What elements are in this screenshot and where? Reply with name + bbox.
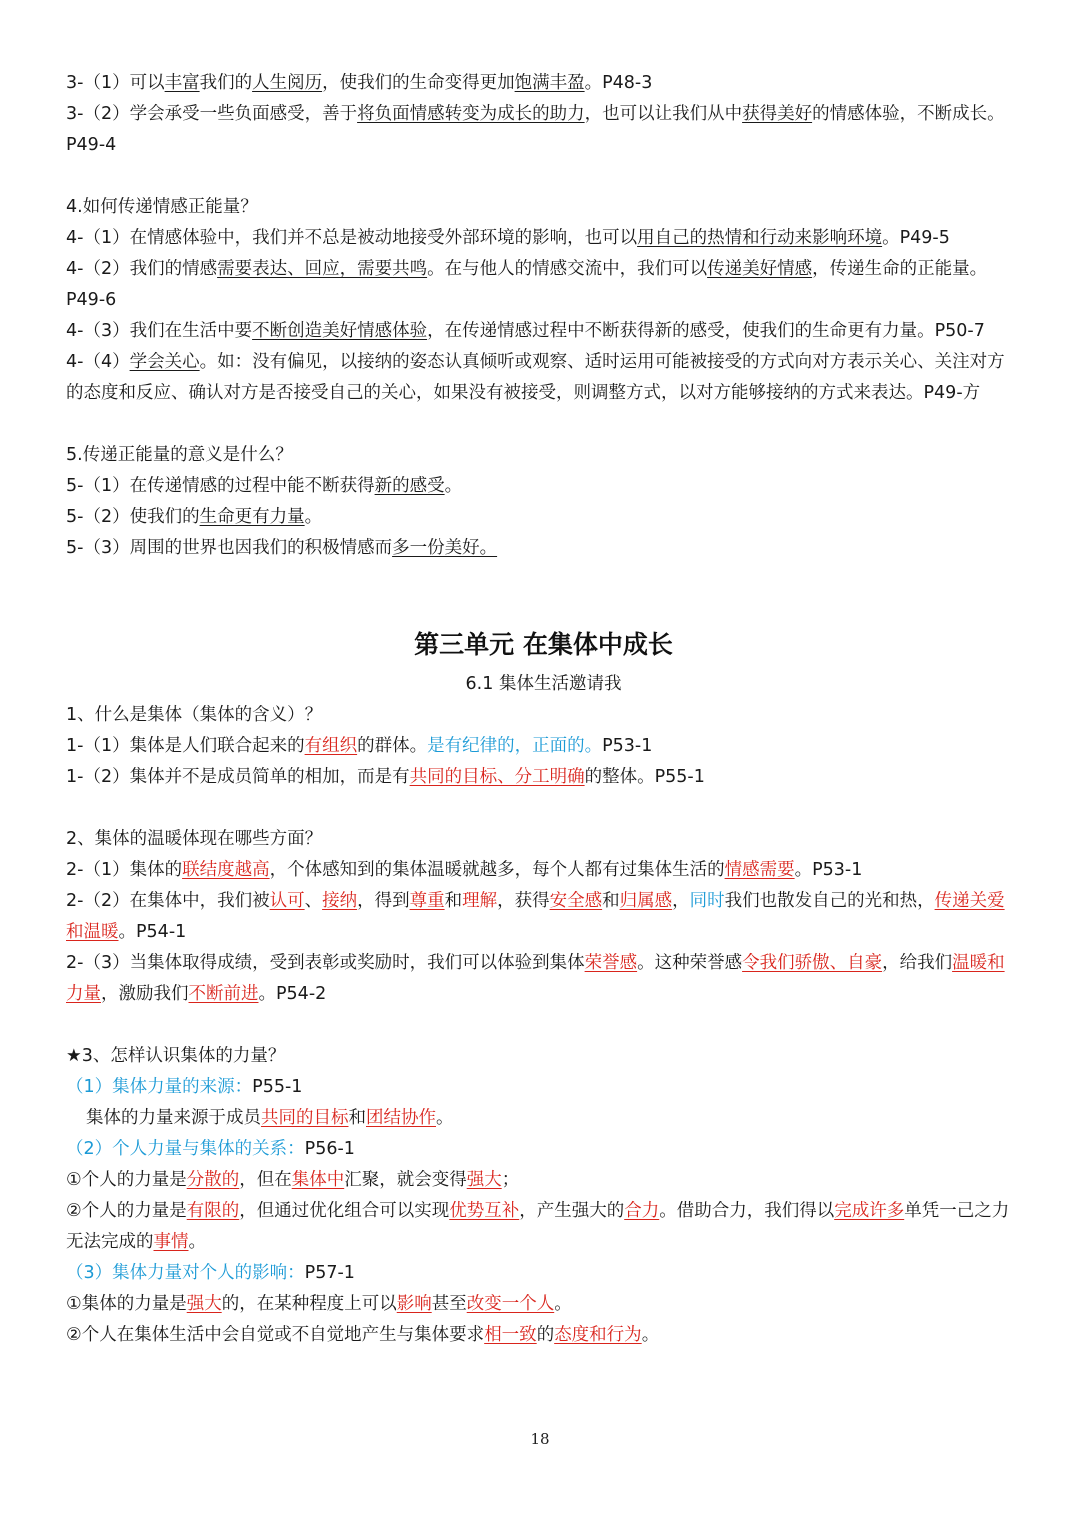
page-content [66,68,1021,1351]
text: 的，在某种程度上可以 [221,1294,397,1314]
text-line [66,1320,1021,1351]
text: 。P48-3 [584,73,653,93]
text: 和 [602,891,620,911]
underlined-term: 学会关心 [129,352,200,372]
text: 。在与他人的情感交流中，我们可以 [427,259,708,279]
red-term: 改变一个人 [466,1294,555,1314]
text-line [66,1103,1021,1134]
text: ②个人的力量是 [66,1201,187,1221]
underlined-term: 人生阅历 [252,73,323,93]
text-line [66,223,1021,254]
text-line [66,855,1021,886]
lesson-title: 6.1 集体生活邀请我 [465,674,622,694]
text: ，也可以让我们从中 [584,104,743,124]
red-term: 联结度越高 [182,860,270,880]
page-number: 18 [530,1430,550,1448]
red-term: 归属感 [619,891,673,911]
spacer [66,161,1021,192]
text: ，在传递情感过程中不断获得新的感受，使我们的生命更有力量。P50-7 [427,321,985,341]
text: 2-（3）当集体取得成绩，受到表彰或奖励时，我们可以体验到集体 [66,953,585,973]
blue-heading: （3）集体力量对个人的影响： [66,1263,305,1283]
text-line [66,502,1021,533]
question-heading: 1、什么是集体（集体的含义）？ [66,705,323,725]
text: 3-（2）学会承受一些负面感受，善于 [66,104,358,124]
red-term: 安全感 [549,891,603,911]
text: 甚至 [431,1294,467,1314]
text: ， [672,891,690,911]
red-term: 优势互补 [449,1201,520,1221]
text: 4-（2）我们的情感 [66,259,218,279]
underlined-term: 将负面情感转变为成长的助力 [357,104,585,124]
underlined-term: 丰富 [164,73,200,93]
text: ，个体感知到的集体温暖就越多，每个人都有过集体生活的 [269,860,725,880]
text-line [66,254,1021,316]
red-term: 接纳 [322,891,358,911]
text: 4-（1）在情感体验中，我们并不总是被动地接受外部环境的影响，也可以 [66,228,638,248]
underlined-term: 生命更有力量 [199,507,305,527]
text-line [66,99,1021,161]
text: P57-1 [304,1263,355,1283]
text: 4-（4） [66,352,130,372]
underlined-term: 不断创造美好情感体验 [252,321,428,341]
text: 3-（1）可以 [66,73,165,93]
red-term: 事情 [153,1232,189,1252]
underlined-term: 饱满丰盈 [514,73,585,93]
red-term: 强大 [466,1170,502,1190]
text: 5-（1）在传递情感的过程中能不断获得 [66,476,375,496]
underlined-term: 多一份美好。 [392,538,498,558]
text: 单凭一己之力无法完成的 [66,1201,1010,1252]
red-term: 团结协作 [366,1108,436,1128]
text: 5-（3）周围的世界也因我们的积极情感而 [66,538,393,558]
text: 。如：没有偏见，以接纳的姿态认真倾听或观察、适时运用可能被接受的方式向对方表示关心、关注对方的态度和反应、确认对方是否接受自己的关心，如果没有被接受，则调整方式，以对方能够接纳的方式来表达。P49-方 [66,352,1005,403]
text: 的群体。 [357,736,428,756]
text: 。P53-1 [794,860,863,880]
underlined-term: 新的感受 [374,476,445,496]
text: 汇聚，就会变得 [344,1170,467,1190]
text-line [66,533,1021,564]
text: 我们的 [199,73,253,93]
text-line [66,886,1021,948]
blue-heading: （2）个人力量与集体的关系： [66,1139,305,1159]
text: ，传递生命的正能量。P49-6 [66,259,988,310]
text-line [66,1196,1021,1258]
text: ，产生强大的 [519,1201,625,1221]
text: 。这种荣誉感 [637,953,743,973]
text: 。 [188,1232,206,1252]
red-term: 传递关爱和温暖 [66,891,1005,942]
red-term: 温暖和力量 [66,953,1005,1004]
red-term: 情感需要 [724,860,795,880]
red-term: 理解 [462,891,498,911]
text: 1-（1）集体是人们联合起来的 [66,736,305,756]
blue-note: 是有纪律的，正面的。 [427,736,603,756]
question-heading: ★3、怎样认识集体的力量？ [66,1046,286,1066]
red-term: 相一致 [484,1325,537,1345]
red-term: 完成许多 [834,1201,905,1221]
text: ①集体的力量是 [66,1294,187,1314]
red-term: 强大 [186,1294,222,1314]
text: 、 [304,891,323,911]
text: 我们也散发自己的光和热， [724,891,935,911]
unit-title: 第三单元 在集体中成长 [414,630,673,659]
text: 2-（2）在集体中，我们被 [66,891,270,911]
underlined-term: 需要表达、回应，需要共鸣 [217,259,428,279]
text: 5-（2）使我们的 [66,507,200,527]
underlined-term: 传递美好情感 [707,259,813,279]
text: ，获得 [497,891,550,911]
text: 的 [536,1325,555,1345]
red-term: 不断前进 [188,984,259,1004]
text: 集体的力量来源于成员 [86,1108,261,1128]
text: 的整体。P55-1 [584,767,705,787]
text: 1-（2）集体并不是成员简单的相加，而是有 [66,767,410,787]
text-line [66,1289,1021,1320]
text: ，但通过优化组合可以实现 [239,1201,450,1221]
text: ①个人的力量是 [66,1170,187,1190]
section-heading [66,1134,1021,1165]
blue-note: 同时 [689,891,725,911]
text: 。 [436,1108,454,1128]
red-term: 影响 [396,1294,432,1314]
section-heading [66,1072,1021,1103]
spacer [66,1010,1021,1041]
text-line [66,347,1021,409]
text: 。 [554,1294,572,1314]
text-line [66,762,1021,793]
text: 和 [348,1108,366,1128]
text: 的情感体验，不断成长。P49-4 [66,104,1005,155]
text: P55-1 [252,1077,303,1097]
text-line [66,68,1021,99]
text: 2-（1）集体的 [66,860,183,880]
text-line [66,316,1021,347]
section-heading [66,1258,1021,1289]
text: 。 [444,476,463,496]
text-line [66,731,1021,762]
red-term: 有限的 [186,1201,240,1221]
text: ②个人在集体生活中会自觉或不自觉地产生与集体要求 [66,1325,485,1345]
text-line [66,948,1021,1010]
red-term: 合力 [624,1201,660,1221]
red-term: 共同的目标、分工明确 [409,767,585,787]
blue-heading: （1）集体力量的来源： [66,1077,253,1097]
text: ，给我们 [882,953,953,973]
text: 。P54-2 [258,984,327,1004]
spacer [66,793,1021,824]
text: ，得到 [357,891,410,911]
text-line [66,471,1021,502]
question-heading: 4.如何传递情感正能量？ [66,197,258,217]
text: 。 [641,1325,660,1345]
question-heading: 2、集体的温暖体现在哪些方面？ [66,829,323,849]
text-line [66,1165,1021,1196]
question-heading: 5.传递正能量的意义是什么？ [66,445,293,465]
text: 和 [444,891,463,911]
red-term: 荣誉感 [584,953,638,973]
text: ； [501,1170,520,1190]
text: ，激励我们 [101,984,189,1004]
red-term: 态度和行为 [554,1325,642,1345]
red-term: 集体中 [291,1170,345,1190]
red-term: 分散的 [186,1170,240,1190]
text: 。 [304,507,323,527]
red-term: 共同的目标 [261,1108,349,1128]
text: P56-1 [304,1139,355,1159]
red-term: 令我们骄傲、自豪 [742,953,883,973]
text: 。P54-1 [118,922,187,942]
text: P53-1 [602,736,653,756]
red-term: 有组织 [304,736,358,756]
underlined-term: 用自己的热情和行动来影响环境 [637,228,883,248]
text: ，但在 [239,1170,292,1190]
red-term: 尊重 [409,891,445,911]
spacer [66,409,1021,440]
text: 。借助合力，我们得以 [659,1201,835,1221]
text: 4-（3）我们在生活中要 [66,321,253,341]
text: ，使我们的生命变得更加 [322,73,515,93]
red-term: 认可 [269,891,305,911]
text: 。P49-5 [882,228,950,248]
underlined-term: 获得美好 [742,104,813,124]
